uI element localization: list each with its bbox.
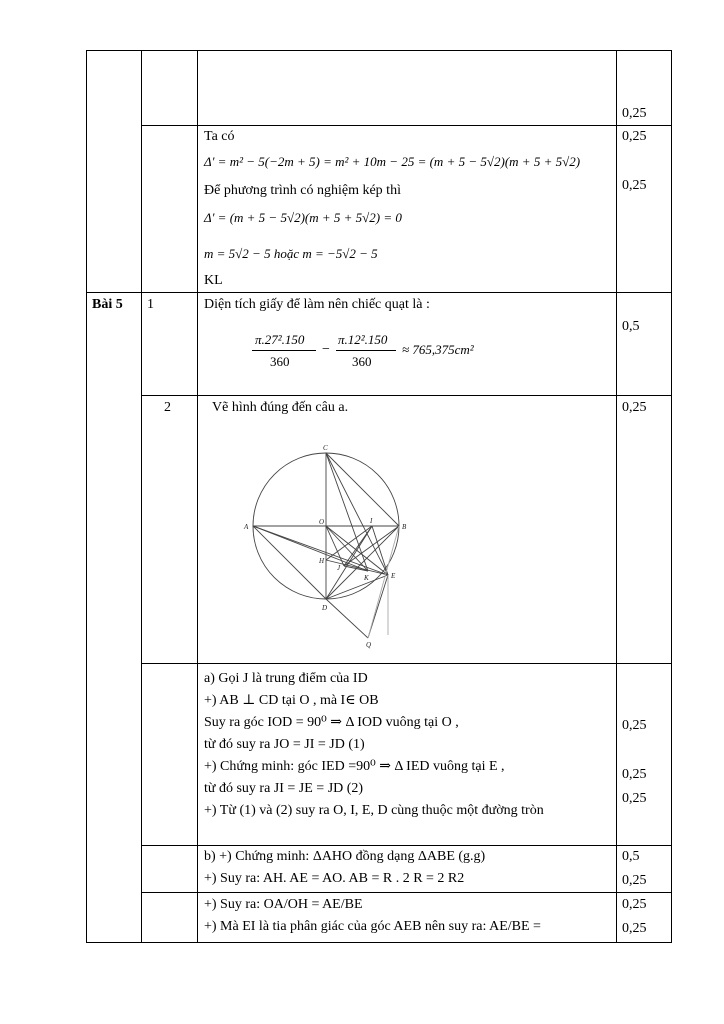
kl-text: KL <box>204 273 223 288</box>
q1-score: 0,5 <box>622 319 640 334</box>
frac1-bar <box>252 350 316 351</box>
part-c-line-1: +) Suy ra: OA/OH = AE/BE <box>204 897 363 912</box>
label-K: K <box>364 574 369 582</box>
q1-text: Diện tích giấy để làm nên chiếc quạt là : <box>204 297 430 312</box>
part-c-score-1: 0,25 <box>622 897 647 912</box>
part-a-score-2: 0,25 <box>622 767 647 782</box>
part-c-line-2: +) Mà EI là tia phân giác của góc AEB nên suy ra: AE/BE = <box>204 919 541 934</box>
part-b-score-1: 0,5 <box>622 849 640 864</box>
part-a-line-7: +) Từ (1) và (2) suy ra O, I, E, D cùng thuộc một đường tròn <box>204 803 544 818</box>
label-C: C <box>323 444 328 452</box>
label-E: E <box>391 572 396 580</box>
minus-sign: − <box>322 342 330 357</box>
label-J: J <box>337 564 341 572</box>
bai5-label: Bài 5 <box>92 297 123 312</box>
label-I: I <box>370 517 373 525</box>
frac2-bar <box>336 350 396 351</box>
frac1-numerator: π.27².150 <box>255 332 305 347</box>
row2-score-1: 0,25 <box>622 129 647 144</box>
ta-co-text: Ta có <box>204 129 235 144</box>
q2-number: 2 <box>164 400 171 415</box>
frac1-denominator: 360 <box>270 354 290 369</box>
part-a-line-5: +) Chứng minh: góc IED =90⁰ ⇒ Δ IED vuông tại E , <box>204 759 505 774</box>
delta2-expr: (m + 5 − 5√2)(m + 5 + 5√2) = 0 <box>229 210 402 225</box>
q1-number: 1 <box>147 297 154 312</box>
part-a-line-2: +) AB ⊥ CD tại O , mà I∈ OB <box>204 693 379 708</box>
part-a-line-1: a) Gọi J là trung điểm của ID <box>204 671 368 686</box>
part-b-score-2: 0,25 <box>622 873 647 888</box>
q1-result: ≈ 765,375cm² <box>402 342 474 357</box>
frac2-numerator: π.12².150 <box>338 332 388 347</box>
part-a-score-3: 0,25 <box>622 791 647 806</box>
part-a-line-3: Suy ra góc IOD = 90⁰ ⇒ Δ IOD vuông tại O , <box>204 715 459 730</box>
label-O: O <box>319 518 325 526</box>
frac2-denominator: 360 <box>352 354 372 369</box>
q2-score: 0,25 <box>622 400 647 415</box>
label-A: A <box>244 523 249 531</box>
delta1-expression <box>204 153 580 171</box>
part-a-line-6: từ đó suy ra JI = JE = JD (2) <box>204 781 364 796</box>
delta2-expression <box>204 209 402 227</box>
row2-score-2: 0,25 <box>622 178 647 193</box>
part-c-score-2: 0,25 <box>622 921 647 936</box>
q2-text: Vẽ hình đúng đến câu a. <box>212 400 349 415</box>
part-a-line-4: từ đó suy ra JO = JI = JD (1) <box>204 737 365 752</box>
part-b-line-2: +) Suy ra: AH. AE = AO. AB = R . 2 R = 2 R2 <box>204 871 465 886</box>
label-Q: Q <box>366 641 372 649</box>
condition-text: Để phương trình có nghiệm kép thì <box>204 183 401 198</box>
label-H: H <box>319 557 325 565</box>
label-B: B <box>402 523 407 531</box>
solution-text: m = 5√2 − 5 hoặc m = −5√2 − 5 <box>204 246 378 261</box>
delta2-prefix: Δ' = <box>204 210 230 225</box>
delta1-prefix: Δ' = <box>204 154 230 169</box>
part-a-score-1: 0,25 <box>622 718 647 733</box>
part-b-line-1: b) +) Chứng minh: ΔAHO đồng dạng ΔABE (g.g) <box>204 849 486 864</box>
label-D: D <box>322 604 328 612</box>
delta1-expr: m² − 5(−2m + 5) = m² + 10m − 25 = (m + 5 − 5√2)(m + 5 + 5√2) <box>229 154 581 169</box>
row1-score: 0,25 <box>622 106 647 121</box>
geometry-figure <box>240 440 420 650</box>
